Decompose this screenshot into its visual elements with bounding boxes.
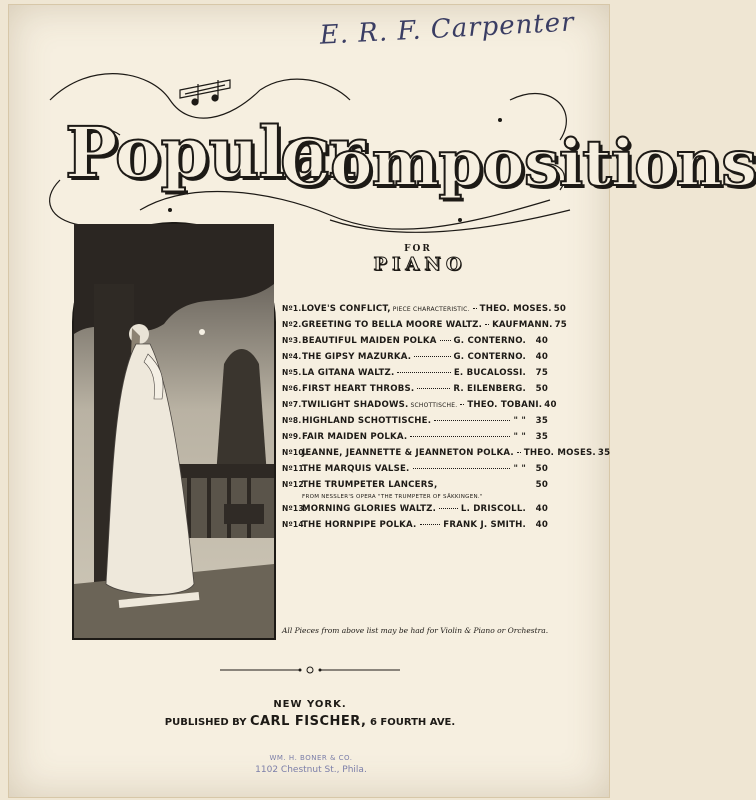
dotted-leader xyxy=(397,372,450,373)
piece-number: Nº1. xyxy=(282,304,302,313)
dotted-leader xyxy=(473,308,477,309)
list-item xyxy=(282,448,611,464)
piece-title: THE MARQUIS VALSE. xyxy=(302,464,410,474)
published-by-label: PUBLISHED BY xyxy=(164,717,247,728)
piece-price: 40 xyxy=(535,504,548,514)
piece-number: Nº6. xyxy=(282,384,302,393)
piece-number: Nº12. xyxy=(282,480,307,489)
piece-title: LA GITANA WALTZ. xyxy=(302,368,395,378)
piece-title: THE GIPSY MAZURKA. xyxy=(302,352,412,362)
piece-price: 75 xyxy=(554,320,567,330)
piece-composer: G. CONTERNO. xyxy=(453,336,526,346)
piece-number: Nº13. xyxy=(282,504,307,513)
list-item xyxy=(282,400,557,416)
piece-price: 50 xyxy=(535,384,548,394)
piece-title: TWILIGHT SHADOWS. xyxy=(301,400,409,410)
list-item xyxy=(282,320,567,336)
piece-number: Nº7. xyxy=(282,400,302,409)
publisher-address: 6 FOURTH AVE. xyxy=(369,717,456,728)
piece-price: 50 xyxy=(535,464,548,474)
for-label: FOR xyxy=(404,244,432,254)
list-item xyxy=(282,304,567,320)
piece-number: Nº10. xyxy=(282,448,307,457)
ornament-divider xyxy=(150,663,470,677)
dealer-name: WM. H. BONER & CO. xyxy=(269,754,353,762)
piece-composer: THEO. TOBANI. xyxy=(467,400,543,410)
piece-number: Nº3. xyxy=(282,336,302,345)
woman-in-garden-illustration xyxy=(74,224,274,638)
piece-subtitle: SCHOTTISCHE. xyxy=(410,402,458,409)
piece-composer: G. CONTERNO. xyxy=(453,352,526,362)
list-item xyxy=(282,352,548,368)
piece-subtitle: PIECE CHARACTERISTIC. xyxy=(392,306,470,313)
piece-number: Nº8. xyxy=(282,416,302,425)
piece-number: Nº11. xyxy=(282,464,307,473)
cover-illustration xyxy=(72,222,276,640)
piece-title: THE HORNPIPE POLKA. xyxy=(302,520,417,530)
dotted-leader xyxy=(413,468,511,469)
piece-price: 75 xyxy=(535,368,548,378)
piece-price: 50 xyxy=(553,304,567,314)
piece-price: 50 xyxy=(535,480,548,490)
publisher-line xyxy=(150,714,470,729)
arrangements-footnote: All Pieces from above list may be had for Violin & Piano or Orchestra. xyxy=(282,626,549,635)
title-word-popular: Popular xyxy=(65,111,365,194)
piece-price: 40 xyxy=(535,352,548,362)
piece-composer: " " xyxy=(513,464,526,474)
piece-price: 35 xyxy=(535,416,548,426)
piece-price: 40 xyxy=(535,336,548,346)
title-block xyxy=(30,60,756,240)
dotted-leader xyxy=(440,340,451,341)
piece-title: FIRST HEART THROBS. xyxy=(302,384,415,394)
piece-composer: L. DRISCOLL. xyxy=(460,504,526,514)
piece-title: THE TRUMPETER LANCERS, xyxy=(302,480,438,490)
piece-number: Nº9. xyxy=(282,432,302,441)
list-item xyxy=(282,336,548,352)
piece-title: MORNING GLORIES WALTZ. xyxy=(302,504,437,514)
dotted-leader xyxy=(439,508,458,509)
piece-title: GREETING TO BELLA MOORE WALTZ. xyxy=(301,320,483,330)
piece-composer: FRANK J. SMITH. xyxy=(443,520,526,530)
piece-number: Nº14. xyxy=(282,520,307,529)
list-item xyxy=(282,520,548,536)
list-item xyxy=(282,368,548,384)
handwritten-signature: E. R. F. Carpenter xyxy=(319,7,576,51)
piece-price: 40 xyxy=(535,520,548,530)
publisher-city: NEW YORK. xyxy=(273,699,347,710)
piece-price: 35 xyxy=(597,448,611,458)
dotted-leader xyxy=(517,452,521,453)
dotted-leader xyxy=(434,420,510,421)
piece-composer: E. BUCALOSSI. xyxy=(453,368,526,378)
dealer-address: 1102 Chestnut St., Phila. xyxy=(255,765,367,775)
dotted-leader xyxy=(420,524,441,525)
list-item xyxy=(282,464,548,480)
piece-composer: THEO. MOSES. xyxy=(523,448,596,458)
list-item xyxy=(282,432,548,448)
publisher-name: CARL FISCHER, xyxy=(249,714,367,729)
publisher-block xyxy=(150,662,470,729)
piece-composer: R. EILENBERG. xyxy=(453,384,526,394)
dotted-leader xyxy=(410,436,510,437)
piece-list xyxy=(282,304,611,536)
list-item xyxy=(282,416,548,432)
dotted-leader xyxy=(485,324,489,325)
dotted-leader xyxy=(414,356,450,357)
piece-composer: THEO. MOSES. xyxy=(479,304,552,314)
piece-composer: " " xyxy=(513,432,526,442)
instrument-label: PIANO xyxy=(373,254,467,275)
list-item xyxy=(282,384,548,400)
dotted-leader xyxy=(460,404,464,405)
piece-note: FROM NESSLER'S OPERA "THE TRUMPETER OF SÄKKINGEN." xyxy=(302,494,483,500)
piece-price: 40 xyxy=(544,400,557,410)
piece-composer: " " xyxy=(513,416,526,426)
piece-title: LOVE'S CONFLICT, xyxy=(301,304,391,314)
title-word-compositions: Compositions xyxy=(280,126,756,201)
piece-number: Nº4. xyxy=(282,352,302,361)
piece-price: 35 xyxy=(535,432,548,442)
piece-number: Nº5. xyxy=(282,368,302,377)
dotted-leader xyxy=(417,388,450,389)
piece-composer: KAUFMANN. xyxy=(492,320,553,330)
piece-title: BEAUTIFUL MAIDEN POLKA xyxy=(302,336,437,346)
piece-number: Nº2. xyxy=(282,320,302,329)
piece-title: JEANNE, JEANNETTE & JEANNETON POLKA. xyxy=(302,448,514,458)
dealer-stamp xyxy=(246,752,376,776)
list-item xyxy=(282,504,548,520)
list-item xyxy=(282,480,548,504)
piece-title: FAIR MAIDEN POLKA. xyxy=(302,432,408,442)
piece-title: HIGHLAND SCHOTTISCHE. xyxy=(302,416,432,426)
